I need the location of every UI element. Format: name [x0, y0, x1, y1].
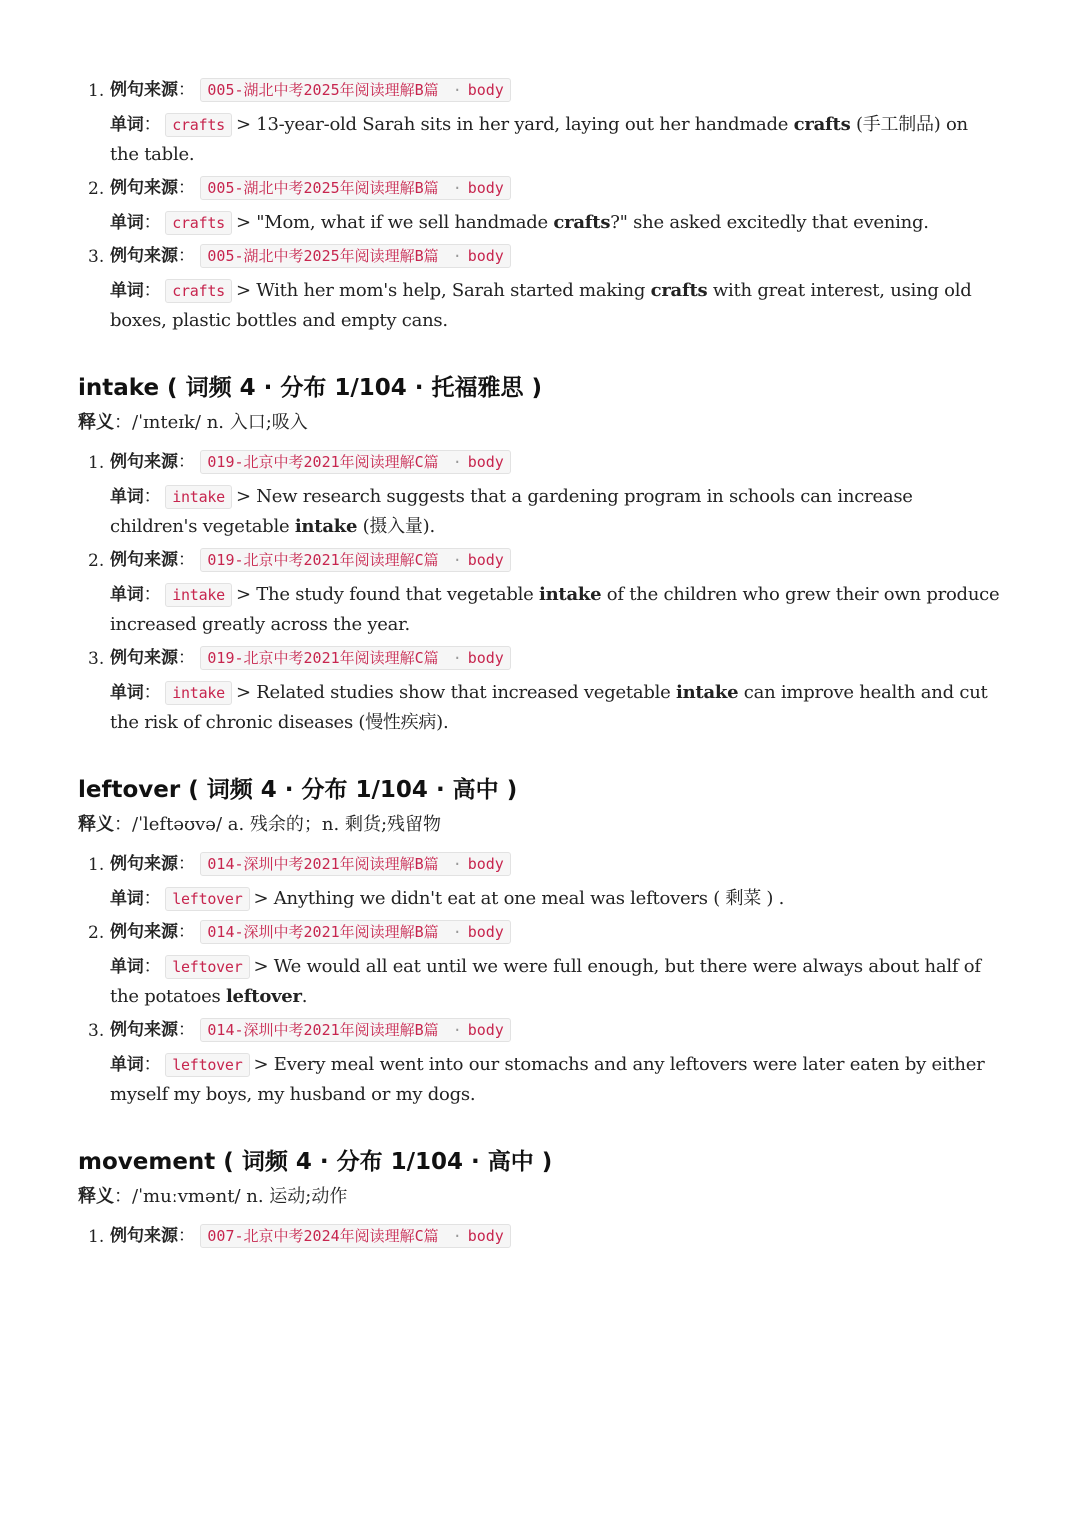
source-tag	[200, 450, 510, 474]
source-name: 007-北京中考2024年阅读理解C篇	[207, 1227, 439, 1245]
sentence-text-end: .	[301, 986, 308, 1007]
example-sentence: 单词： crafts > With her mom's help, Sarah started making crafts with great interest, using old boxes, plastic bottles and empty cans.	[110, 280, 972, 331]
separator-dot: ·	[452, 649, 462, 667]
example-source-line: 3. 例句来源： 014-深圳中考2021年阅读理解B篇 · body	[110, 1018, 1000, 1042]
word-label: 单词	[110, 585, 144, 605]
example-list	[78, 78, 1000, 336]
source-label: 例句来源	[110, 854, 178, 874]
source-part: body	[467, 923, 504, 941]
headword-title: intake ( 词频 4 · 分布 1/104 · 托福雅思 )	[78, 375, 543, 401]
word-label: 单词	[110, 1055, 144, 1075]
definition-line: 释义：/ˈmuːvmənt/ n. 运动;动作	[78, 1186, 348, 1207]
example-source-line: 2. 例句来源： 019-北京中考2021年阅读理解C篇 · body	[110, 548, 1000, 572]
source-part: body	[467, 247, 504, 265]
headword-title: leftover ( 词频 4 · 分布 1/104 · 高中 )	[78, 777, 518, 803]
list-number: 2.	[88, 179, 105, 199]
word-section-leftover	[78, 774, 1000, 1110]
definition-text: /ˈleftəʊvə/ a. 残余的；n. 剩货;残留物	[132, 814, 442, 835]
source-name: 014-深圳中考2021年阅读理解B篇	[207, 923, 439, 941]
separator-dot: ·	[452, 551, 462, 569]
definition-text: /ˈɪnteɪk/ n. 入口;吸入	[132, 412, 308, 433]
example-list	[78, 450, 1000, 738]
separator-dot: ·	[452, 855, 462, 873]
separator-dot: ·	[452, 1227, 462, 1245]
source-part: body	[467, 1227, 504, 1245]
example-sentence: 单词： intake > The study found that vegetable intake of the children who grew their own produce increased greatly across the year.	[110, 584, 1000, 635]
source-tag	[200, 244, 510, 268]
separator-dot: ·	[452, 179, 462, 197]
definition-label: 释义	[78, 814, 114, 835]
example-sentence: 单词： crafts > "Mom, what if we sell handmade crafts?" she asked excitedly that evening.	[110, 212, 929, 233]
source-label: 例句来源	[110, 1020, 178, 1040]
sentence-text: > Every meal went into our stomachs and any leftovers were later eaten by either myself my boys, my husband or my dogs.	[110, 1054, 985, 1105]
word-tag: intake	[165, 583, 232, 607]
source-name: 014-深圳中考2021年阅读理解B篇	[207, 855, 439, 873]
word-tag: crafts	[165, 211, 232, 235]
example-list	[78, 852, 1000, 1110]
list-number: 3.	[88, 1021, 105, 1041]
sentence-text-end: (手工制品) on the table.	[110, 114, 968, 165]
source-name: 014-深圳中考2021年阅读理解B篇	[207, 1021, 439, 1039]
example-item	[78, 78, 1000, 170]
source-label: 例句来源	[110, 550, 178, 570]
example-item	[78, 646, 1000, 738]
word-tag: crafts	[165, 113, 232, 137]
sentence-text: > We would all eat until we were full enough, but there were always about half of the potatoes	[110, 956, 981, 1007]
sentence-text-end: of the children who grew their own produce increased greatly across the year.	[110, 584, 1000, 635]
source-tag	[200, 852, 510, 876]
separator-dot: ·	[452, 247, 462, 265]
separator-dot: ·	[452, 453, 462, 471]
definition-label: 释义	[78, 412, 114, 433]
example-list	[78, 1224, 1000, 1248]
source-tag	[200, 78, 510, 102]
word-tag: crafts	[165, 279, 232, 303]
source-tag	[200, 920, 510, 944]
example-item	[78, 852, 1000, 914]
source-name: 005-湖北中考2025年阅读理解B篇	[207, 247, 439, 265]
sentence-text-end: ?" she asked excitedly that evening.	[610, 212, 929, 233]
list-number: 2.	[88, 551, 105, 571]
sentence-keyword: intake	[676, 682, 739, 703]
word-tag: leftover	[165, 955, 249, 979]
sentence-text: > "Mom, what if we sell handmade	[235, 212, 554, 233]
sentence-text: > 13-year-old Sarah sits in her yard, laying out her handmade	[235, 114, 794, 135]
separator-dot: ·	[452, 1021, 462, 1039]
source-name: 019-北京中考2021年阅读理解C篇	[207, 649, 439, 667]
source-name: 005-湖北中考2025年阅读理解B篇	[207, 179, 439, 197]
separator-dot: ·	[452, 923, 462, 941]
source-tag	[200, 548, 510, 572]
example-sentence: 单词： crafts > 13-year-old Sarah sits in her yard, laying out her handmade crafts (手工制品) on the table.	[110, 114, 968, 165]
list-number: 1.	[88, 855, 105, 875]
source-label: 例句来源	[110, 922, 178, 942]
source-label: 例句来源	[110, 1226, 178, 1246]
example-item	[78, 920, 1000, 1012]
source-part: body	[467, 1021, 504, 1039]
word-label: 单词	[110, 889, 144, 909]
example-source-line: 1. 例句来源： 005-湖北中考2025年阅读理解B篇 · body	[110, 78, 1000, 102]
example-sentence: 单词： intake > New research suggests that a gardening program in schools can increase children's vegetable intake (摄入量).	[110, 486, 913, 537]
source-part: body	[467, 179, 504, 197]
example-item	[78, 1018, 1000, 1110]
sentence-text-end: can improve health and cut the risk of chronic diseases (慢性疾病).	[110, 682, 988, 733]
sentence-text-end: with great interest, using old boxes, plastic bottles and empty cans.	[110, 280, 972, 331]
source-part: body	[467, 855, 504, 873]
example-source-line: 2. 例句来源： 014-深圳中考2021年阅读理解B篇 · body	[110, 920, 1000, 944]
example-source-line: 2. 例句来源： 005-湖北中考2025年阅读理解B篇 · body	[110, 176, 1000, 200]
example-sentence: 单词： leftover > We would all eat until we were full enough, but there were always about half of the potatoes leftover.	[110, 956, 981, 1007]
source-label: 例句来源	[110, 178, 178, 198]
source-label: 例句来源	[110, 452, 178, 472]
list-number: 1.	[88, 81, 105, 101]
example-source-line: 1. 例句来源： 007-北京中考2024年阅读理解C篇 · body	[110, 1224, 1000, 1248]
example-source-line: 1. 例句来源： 014-深圳中考2021年阅读理解B篇 · body	[110, 852, 1000, 876]
definition-line: 释义：/ˈleftəʊvə/ a. 残余的；n. 剩货;残留物	[78, 814, 442, 835]
list-number: 2.	[88, 923, 105, 943]
source-part: body	[467, 453, 504, 471]
sentence-keyword: crafts	[793, 114, 851, 135]
example-source-line: 3. 例句来源： 019-北京中考2021年阅读理解C篇 · body	[110, 646, 1000, 670]
sentence-text: > Anything we didn't eat at one meal was leftovers ( 剩菜 ) .	[253, 888, 785, 909]
word-section-movement	[78, 1146, 1000, 1248]
source-tag	[200, 646, 510, 670]
word-tag: leftover	[165, 887, 249, 911]
example-source-line: 1. 例句来源： 019-北京中考2021年阅读理解C篇 · body	[110, 450, 1000, 474]
sentence-text: > The study found that vegetable	[235, 584, 539, 605]
list-number: 1.	[88, 453, 105, 473]
definition-line: 释义：/ˈɪnteɪk/ n. 入口;吸入	[78, 412, 308, 433]
example-item	[78, 548, 1000, 640]
word-label: 单词	[110, 213, 144, 233]
source-name: 019-北京中考2021年阅读理解C篇	[207, 453, 439, 471]
sentence-text: > New research suggests that a gardening program in schools can increase children's vegetable	[110, 486, 913, 537]
example-item	[78, 1224, 1000, 1248]
word-tag: leftover	[165, 1053, 249, 1077]
source-part: body	[467, 551, 504, 569]
source-tag	[200, 176, 510, 200]
sentence-keyword: leftover	[225, 986, 302, 1007]
sentence-keyword: crafts	[650, 280, 708, 301]
word-tag: intake	[165, 681, 232, 705]
definition-label: 释义	[78, 1186, 114, 1207]
example-item	[78, 176, 1000, 238]
word-tag: intake	[165, 485, 232, 509]
sentence-keyword: intake	[294, 516, 358, 537]
example-sentence: 单词： intake > Related studies show that increased vegetable intake can improve health and cut the risk of chronic diseases (慢性疾病).	[110, 682, 988, 733]
source-tag	[200, 1018, 510, 1042]
sentence-keyword: crafts	[553, 212, 611, 233]
example-sentence: 单词： leftover > Anything we didn't eat at one meal was leftovers ( 剩菜 ) .	[110, 888, 785, 909]
sentence-keyword: intake	[539, 584, 602, 605]
word-label: 单词	[110, 281, 144, 301]
word-label: 单词	[110, 957, 144, 977]
source-name: 019-北京中考2021年阅读理解C篇	[207, 551, 439, 569]
example-source-line: 3. 例句来源： 005-湖北中考2025年阅读理解B篇 · body	[110, 244, 1000, 268]
word-label: 单词	[110, 115, 144, 135]
source-tag	[200, 1224, 510, 1248]
sentence-text: > With her mom's help, Sarah started making	[235, 280, 651, 301]
list-number: 3.	[88, 649, 105, 669]
sentence-text-end: (摄入量).	[357, 516, 435, 537]
separator-dot: ·	[452, 81, 462, 99]
sentence-text: > Related studies show that increased vegetable	[235, 682, 676, 703]
example-sentence: 单词： leftover > Every meal went into our stomachs and any leftovers were later eaten by either myself my boys, my husband or my dogs.	[110, 1054, 985, 1105]
example-item	[78, 450, 1000, 542]
source-label: 例句来源	[110, 648, 178, 668]
definition-text: /ˈmuːvmənt/ n. 运动;动作	[132, 1186, 348, 1207]
source-part: body	[467, 649, 504, 667]
source-part: body	[467, 81, 504, 99]
source-name: 005-湖北中考2025年阅读理解B篇	[207, 81, 439, 99]
source-label: 例句来源	[110, 246, 178, 266]
source-label: 例句来源	[110, 80, 178, 100]
word-section-intake	[78, 372, 1000, 738]
word-section-crafts	[78, 78, 1000, 336]
list-number: 3.	[88, 247, 105, 267]
word-label: 单词	[110, 683, 144, 703]
headword-title: movement ( 词频 4 · 分布 1/104 · 高中 )	[78, 1149, 553, 1175]
word-label: 单词	[110, 487, 144, 507]
list-number: 1.	[88, 1227, 105, 1247]
example-item	[78, 244, 1000, 336]
